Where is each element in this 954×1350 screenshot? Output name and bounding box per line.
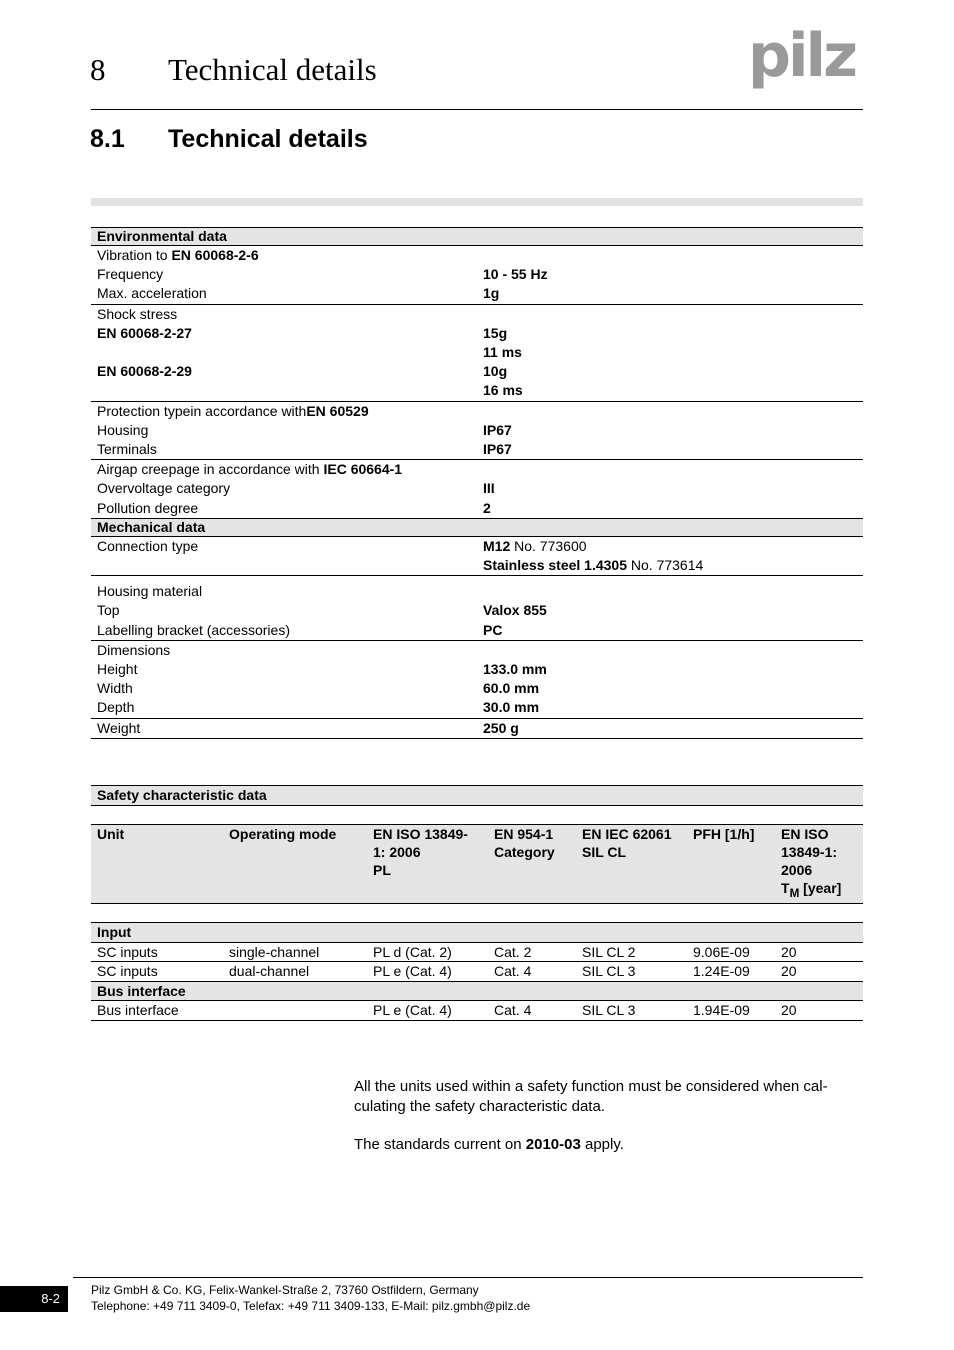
environmental-mechanical-table	[91, 227, 863, 739]
table-row: Housing IP67	[97, 421, 512, 438]
chapter-number: 8	[90, 52, 106, 87]
table-row: Depth 30.0 mm	[97, 699, 540, 716]
table-row: Width 60.0 mm	[97, 680, 540, 697]
table-row: Airgap creepage in accordance with IEC 60664-1	[91, 460, 863, 480]
col-mode: Operating mode	[223, 824, 367, 904]
col-unit: Unit	[91, 824, 223, 904]
table-row: Connection type M12 No. 773600	[97, 537, 587, 554]
table-row: Top Valox 855	[97, 602, 547, 619]
table-row: Pollution degree 2	[97, 499, 491, 516]
mechanical-title: Mechanical data	[91, 518, 863, 536]
col-pl: EN ISO 13849- 1: 2006 PL	[367, 824, 488, 904]
logo-text: pilz	[748, 28, 856, 91]
input-title: Input	[91, 923, 863, 943]
bus-interface-title: Bus interface	[91, 981, 863, 1001]
footer-contact: Telephone: +49 711 3409-0, Telefax: +49 711 3409-133, E-Mail: pilz.gmbh@pilz.de	[91, 1299, 531, 1313]
spacer-row	[91, 904, 863, 923]
col-category: EN 954-1 Category	[488, 824, 576, 904]
table-row: 11 ms	[483, 344, 522, 361]
table-row: Stainless steel 1.4305 No. 773614	[483, 557, 704, 574]
safety-title: Safety characteristic data	[91, 786, 863, 806]
col-sil: EN IEC 62061 SIL CL	[576, 824, 687, 904]
column-header-row	[91, 824, 863, 904]
table-row: Housing material	[91, 576, 863, 602]
table-row: Terminals IP67	[97, 441, 512, 458]
table-row: 16 ms	[483, 382, 523, 399]
table-header-row	[91, 518, 863, 536]
table-row: Weight 250 g	[91, 718, 863, 738]
table-row: EN 60068-2-27 15g	[97, 324, 508, 341]
note-standards: The standards current on 2010-03 apply.	[354, 1136, 624, 1153]
notes	[354, 1077, 866, 1173]
table-row: SC inputs single-channel PL d (Cat. 2) Cat. 2 SIL CL 2 9.06E-09 20	[91, 942, 863, 962]
table-row: Height 133.0 mm	[97, 661, 547, 678]
table-row: Dimensions	[91, 640, 863, 660]
col-pfh: PFH [1/h]	[687, 824, 775, 904]
section-title: Technical details	[168, 125, 368, 153]
table-row: EN 60068-2-29 10g	[97, 363, 508, 380]
table-header-row	[91, 981, 863, 1001]
table-row: SC inputs dual-channel PL e (Cat. 4) Cat. 4 SIL CL 3 1.24E-09 20	[91, 962, 863, 982]
table-row: Max. acceleration 1g	[97, 285, 500, 302]
col-tm: EN ISO 13849-1: 2006 $T_M$ [year]	[775, 824, 863, 904]
note-paragraph: All the units used within a safety function must be considered when cal-culating the safety characteristic data.	[354, 1078, 828, 1115]
pilz-logo	[746, 28, 864, 94]
table-row: Overvoltage category III	[97, 480, 495, 497]
header-rule	[91, 109, 863, 110]
chapter-title: Technical details	[168, 52, 377, 87]
table-row: Bus interface PL e (Cat. 4) Cat. 4 SIL CL 3 1.94E-09 20	[91, 1001, 863, 1021]
environmental-title: Environmental data	[91, 228, 863, 246]
table-row: Vibration to EN 60068-2-6	[97, 247, 259, 263]
section-number: 8.1	[90, 125, 125, 153]
table-row: Protection typein accordance withEN 60529	[91, 401, 863, 421]
section-divider	[91, 198, 863, 206]
table-header-row	[91, 228, 863, 246]
table-header-row	[91, 786, 863, 806]
footer-rule	[73, 1277, 863, 1278]
page-number: 8-2	[0, 1286, 68, 1312]
table-row: Frequency 10 - 55 Hz	[97, 266, 548, 283]
safety-characteristic-table	[91, 785, 863, 1021]
table-row: Labelling bracket (accessories) PC	[97, 621, 503, 638]
spacer-row	[91, 805, 863, 824]
table-row: Shock stress	[91, 304, 863, 324]
footer-address: Pilz GmbH & Co. KG, Felix-Wankel-Straße 2, 73760 Ostfildern, Germany	[91, 1283, 479, 1297]
table-header-row	[91, 923, 863, 943]
